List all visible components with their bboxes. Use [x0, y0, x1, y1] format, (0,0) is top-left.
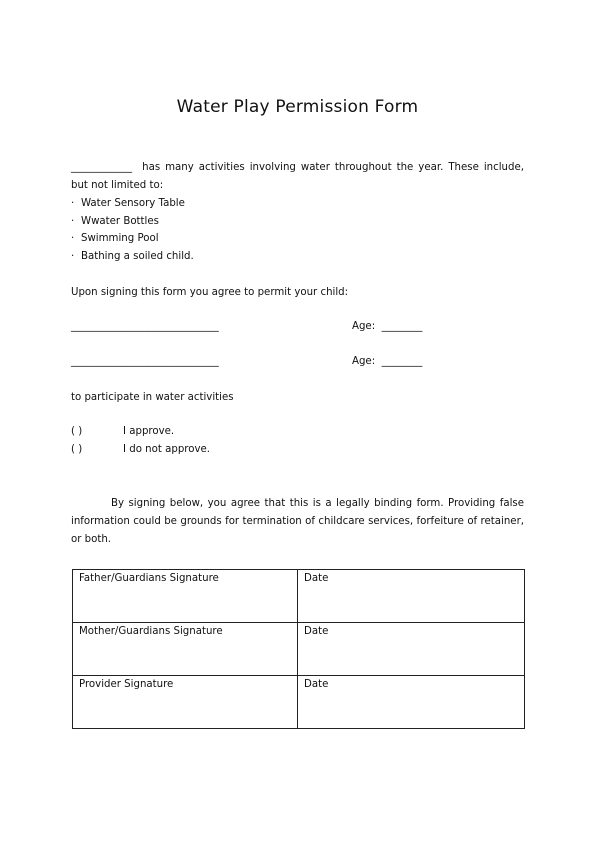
bullet-marker: ·	[71, 198, 75, 209]
activity-label: Bathing a soiled child.	[81, 250, 194, 262]
bullet-marker: ·	[71, 233, 75, 244]
checkbox-parens[interactable]: ( )	[71, 444, 83, 455]
date-cell[interactable]	[298, 676, 525, 729]
legal-notice: By signing below, you agree that this is a legally binding form. Providing false information could be grounds for termination of childcare services, forfeiture of retainer, or both.	[71, 498, 524, 545]
signature-label: Mother/Guardians Signature	[79, 626, 223, 637]
date-label: Date	[304, 679, 329, 690]
age-blank[interactable]: ________	[381, 321, 423, 332]
activity-label: Water Sensory Table	[81, 198, 185, 209]
date-label: Date	[304, 626, 329, 637]
signature-table	[72, 569, 525, 729]
agree-statement: Upon signing this form you agree to permit your child:	[71, 287, 349, 298]
child-name-blank[interactable]: _____________________________	[71, 321, 219, 332]
table-row	[73, 570, 525, 623]
list-item	[71, 248, 524, 266]
age-field	[352, 320, 422, 334]
date-label: Date	[304, 573, 329, 584]
do-not-approve-label: I do not approve.	[123, 444, 211, 455]
activity-list	[71, 195, 524, 265]
page-title: Water Play Permission Form	[176, 97, 419, 117]
date-cell[interactable]	[298, 623, 525, 676]
bullet-marker: ·	[71, 215, 75, 227]
list-item	[71, 195, 524, 213]
provider-signature-cell[interactable]	[73, 676, 298, 729]
checkbox-parens[interactable]: ( )	[71, 426, 83, 437]
signature-label: Father/Guardians Signature	[79, 573, 219, 584]
participate-statement: to participate in water activities	[71, 392, 234, 403]
list-item	[71, 230, 524, 248]
activity-label: Swimming Pool	[81, 233, 159, 244]
date-cell[interactable]	[298, 570, 525, 623]
activity-label: Wwater Bottles	[81, 215, 159, 227]
list-item	[71, 213, 524, 231]
father-signature-cell[interactable]	[73, 570, 298, 623]
mother-signature-cell[interactable]	[73, 623, 298, 676]
intro-paragraph	[71, 159, 524, 195]
center-name-blank: ____________	[71, 162, 133, 173]
signature-label: Provider Signature	[79, 679, 174, 690]
approve-label: I approve.	[123, 426, 175, 437]
bullet-marker: ·	[71, 250, 75, 262]
age-label: Age:	[352, 356, 376, 367]
intro-text: has many activities involving water throughout the year. These include, but not limited to:	[71, 162, 524, 191]
age-label: Age:	[352, 321, 376, 332]
age-field	[352, 355, 422, 369]
table-row	[73, 623, 525, 676]
age-blank[interactable]: ________	[381, 356, 423, 367]
table-row	[73, 676, 525, 729]
child-name-blank[interactable]: _____________________________	[71, 356, 219, 367]
